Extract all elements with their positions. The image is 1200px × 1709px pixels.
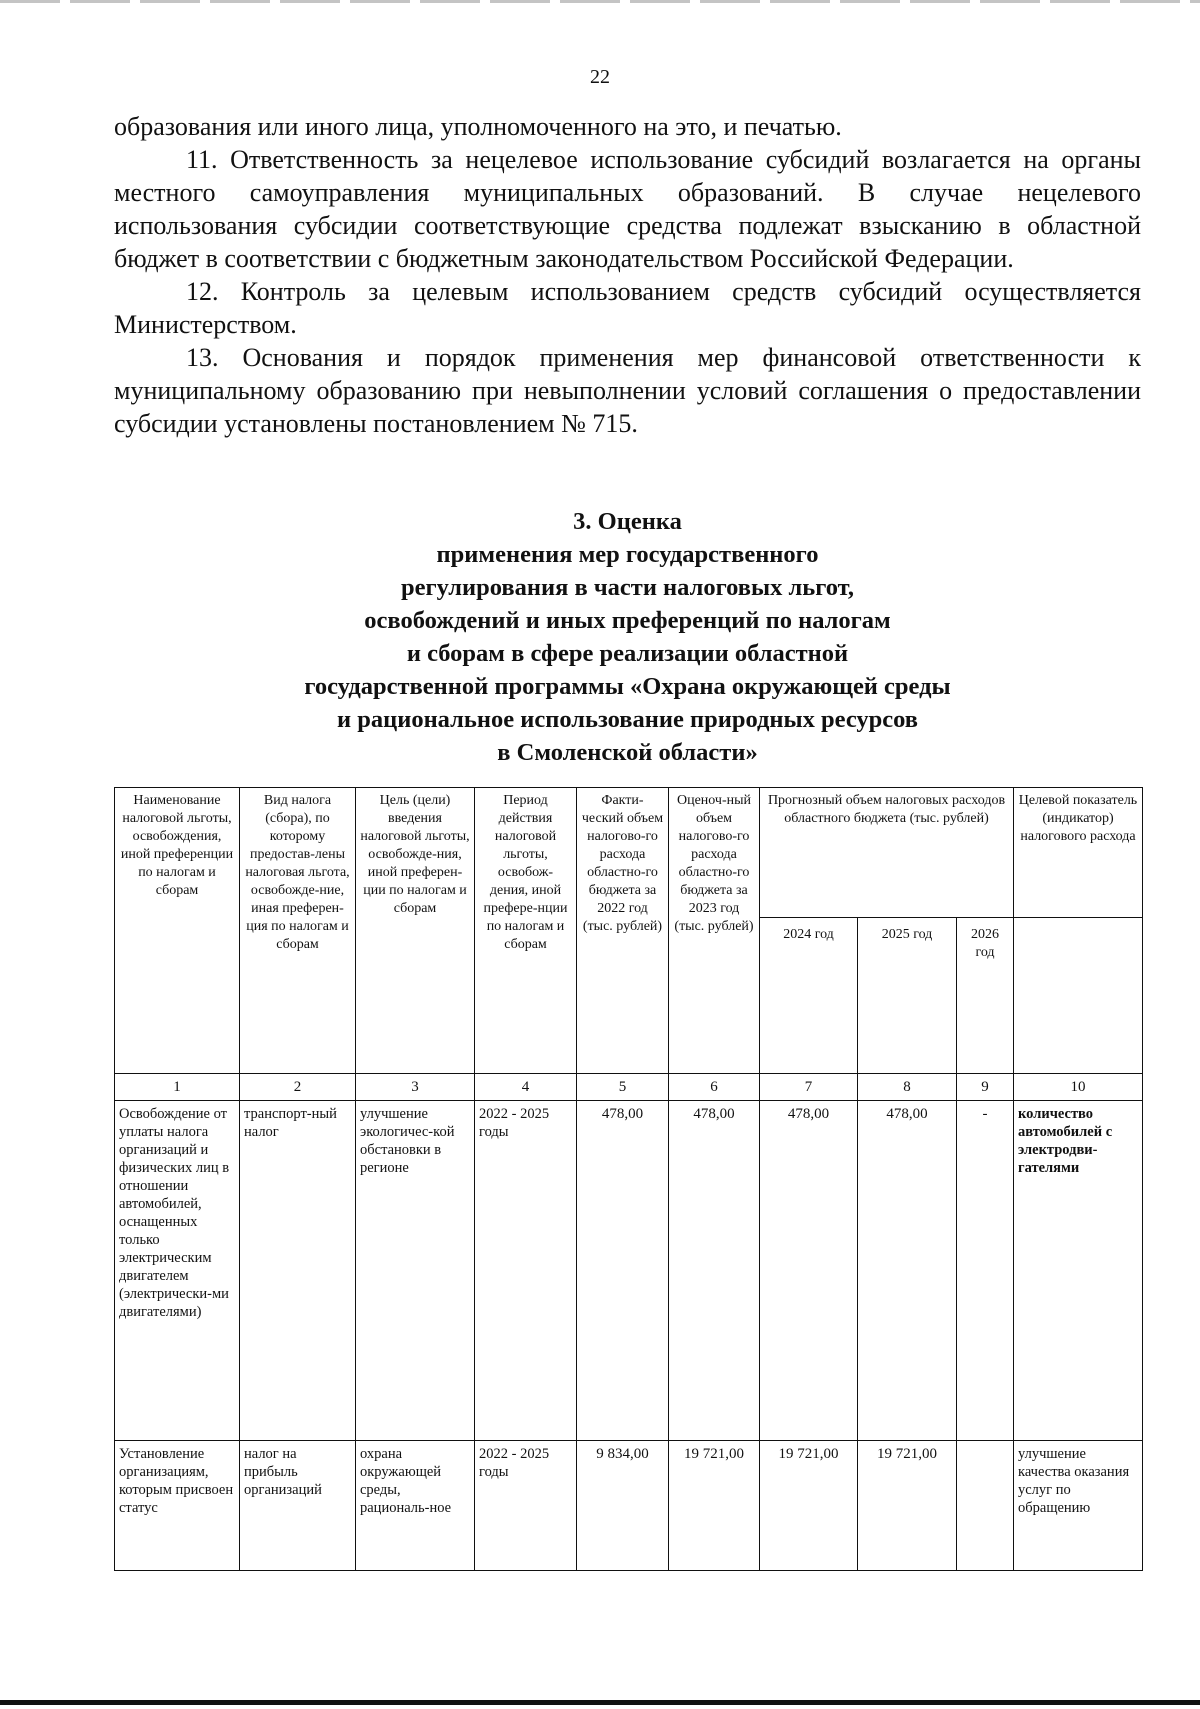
column-number: 3	[356, 1074, 475, 1101]
actual-2022-cell: 9 834,00	[577, 1441, 669, 1571]
body-text	[114, 110, 1141, 440]
scan-bottom-edge	[0, 1700, 1200, 1705]
forecast-2024-cell: 478,00	[760, 1101, 858, 1441]
header-cell: Целевой показатель (индикатор) налогового расхода	[1014, 788, 1143, 918]
column-number-row	[115, 1074, 1143, 1101]
column-number: 2	[240, 1074, 356, 1101]
paragraph: образования или иного лица, уполномоченного на это, и печатью.	[114, 112, 842, 141]
column-number: 6	[669, 1074, 760, 1101]
heading-line: в Смоленской области»	[497, 739, 758, 766]
header-cell: Вид налога (сбора), по которому предостав-лены налоговая льгота, освобожде-ние, иная преферен-ция по налогам и сборам	[240, 788, 356, 1074]
paragraph: 12. Контроль за целевым использованием средств субсидий осуществляется Министерством.	[114, 277, 1141, 339]
estimate-2023-cell: 19 721,00	[669, 1441, 760, 1571]
forecast-2026-cell: -	[957, 1101, 1014, 1441]
table-row	[115, 1441, 1143, 1571]
period-cell: 2022 - 2025 годы	[475, 1441, 577, 1571]
header-cell: Наименование налоговой льготы, освобождения, иной преференции по налогам и сборам	[115, 788, 240, 1074]
forecast-2026-cell	[957, 1441, 1014, 1571]
tax-type-cell: налог на прибыль организаций	[240, 1441, 356, 1571]
benefit-name-cell: Освобождение от уплаты налога организаций и физических лиц в отношении автомобилей, оснащенных только электрическим двигателем (электрически-ми двигателями)	[115, 1101, 240, 1441]
column-number: 4	[475, 1074, 577, 1101]
heading-line: освобождений и иных преференций по налогам	[364, 607, 891, 634]
table-row	[115, 1101, 1143, 1441]
heading-line: регулирования в части налоговых льгот,	[401, 574, 854, 601]
header-cell: 2026 год	[957, 918, 1014, 1074]
column-number: 8	[858, 1074, 957, 1101]
page-number: 22	[590, 66, 610, 88]
period-cell: 2022 - 2025 годы	[475, 1101, 577, 1441]
indicator-cell: количество автомобилей с электродви-гателями	[1014, 1101, 1143, 1441]
column-number: 1	[115, 1074, 240, 1101]
column-number: 9	[957, 1074, 1014, 1101]
heading-line: 3. Оценка	[573, 508, 682, 535]
scan-top-edge	[0, 0, 1200, 3]
forecast-2024-cell: 19 721,00	[760, 1441, 858, 1571]
section-heading	[114, 505, 1141, 769]
column-number: 10	[1014, 1074, 1143, 1101]
indicator-cell: улучшение качества оказания услуг по обращению	[1014, 1441, 1143, 1571]
paragraph: 13. Основания и порядок применения мер финансовой ответственности к муниципальному образованию при невыполнении условий соглашения о предоставлении субсидии установлены постановлением № 715.	[114, 343, 1141, 438]
paragraph: 11. Ответственность за нецелевое использование субсидий возлагается на органы местного самоуправления муниципальных образований. В случае нецелевого использования субсидии соответствующие средства подлежат взысканию в областной бюджет в соответствии с бюджетным законодательством Российской Федерации.	[114, 145, 1141, 273]
table-header-row	[115, 788, 1143, 918]
benefit-name-cell: Установление организациям, которым присвоен статус	[115, 1441, 240, 1571]
tax-type-cell: транспорт-ный налог	[240, 1101, 356, 1441]
header-cell: 2024 год	[760, 918, 858, 1074]
header-cell: Цель (цели) введения налоговой льготы, освобожде-ния, иной преферен-ции по налогам и сборам	[356, 788, 475, 1074]
column-number: 7	[760, 1074, 858, 1101]
heading-line: и рациональное использование природных ресурсов	[336, 706, 919, 733]
header-cell	[1014, 918, 1143, 1074]
actual-2022-cell: 478,00	[577, 1101, 669, 1441]
tax-expenditure-table	[114, 787, 1143, 1571]
forecast-2025-cell: 19 721,00	[858, 1441, 957, 1571]
header-cell: Период действия налоговой льготы, освобож-дения, иной префере-нции по налогам и сборам	[475, 788, 577, 1074]
column-number: 5	[577, 1074, 669, 1101]
heading-line: государственной программы «Охрана окружающей среды	[304, 673, 951, 700]
header-cell: Прогнозный объем налоговых расходов областного бюджета (тыс. рублей)	[760, 788, 1014, 918]
heading-line: и сборам в сфере реализации областной	[406, 640, 849, 667]
heading-line: применения мер государственного	[436, 541, 819, 568]
goal-cell: улучшение экологичес-кой обстановки в регионе	[356, 1101, 475, 1441]
header-cell: Факти-ческий объем налогово-го расхода областно-го бюджета за 2022 год (тыс. рублей)	[577, 788, 669, 1074]
tax-expenditure-table-container	[114, 787, 1142, 1571]
estimate-2023-cell: 478,00	[669, 1101, 760, 1441]
header-cell: Оценоч-ный объем налогово-го расхода областно-го бюджета за 2023 год (тыс. рублей)	[669, 788, 760, 1074]
forecast-2025-cell: 478,00	[858, 1101, 957, 1441]
header-cell: 2025 год	[858, 918, 957, 1074]
goal-cell: охрана окружающей среды, рациональ-ное	[356, 1441, 475, 1571]
